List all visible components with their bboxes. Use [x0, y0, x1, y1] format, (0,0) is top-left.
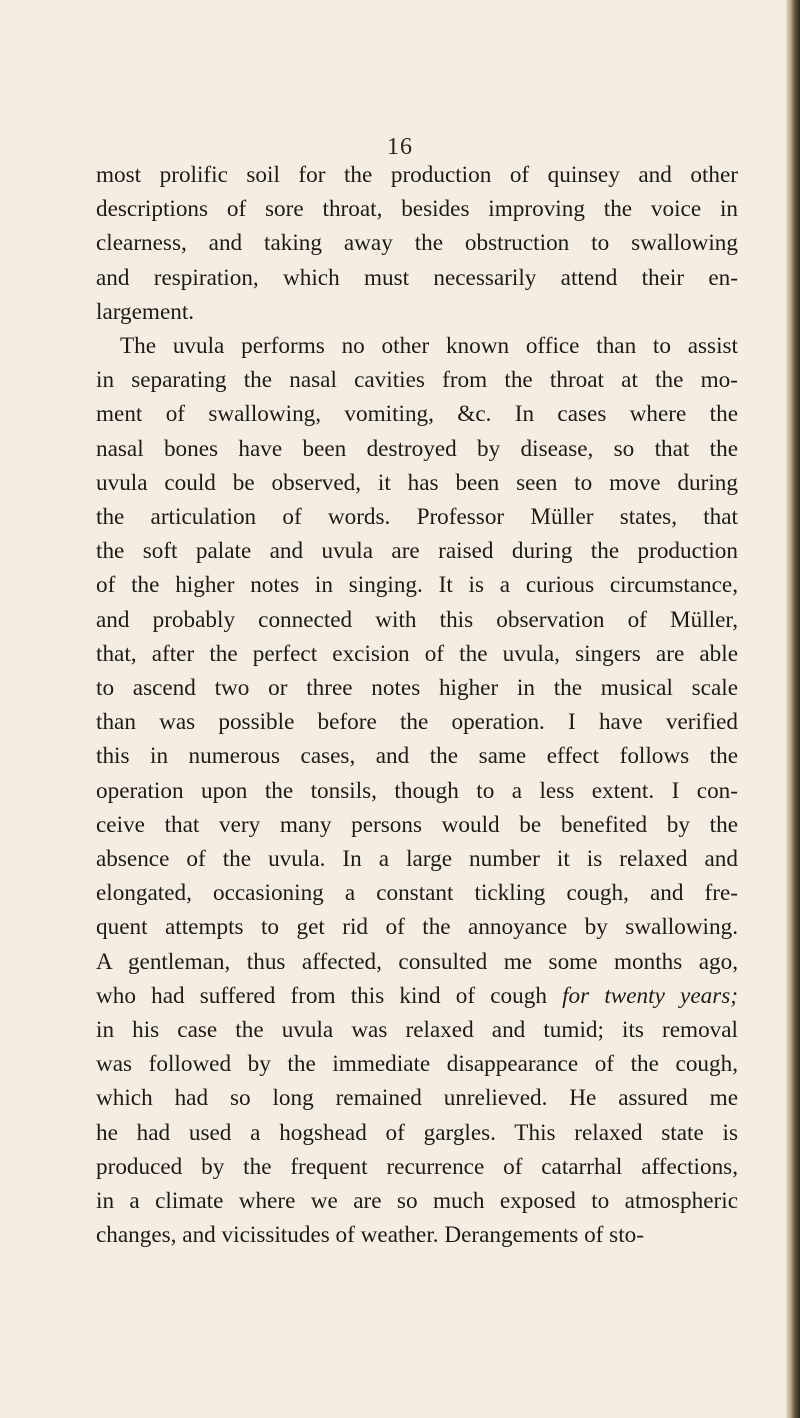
text-line: absence of the uvula. In a large number it is relaxed and [96, 846, 738, 873]
text-line: and respiration, which must necessarily attend their en- [96, 264, 738, 291]
text-line: descriptions of sore throat, besides improving the voice in [96, 196, 738, 223]
text-line: changes, and vicissitudes of weather. Derangements of sto- [96, 1222, 644, 1249]
text-line: A gentleman, thus affected, consulted me some months ago, [96, 948, 738, 975]
text-italic-segment: for twenty years; [562, 982, 738, 1009]
text-line: in his case the uvula was relaxed and tumid; its removal [96, 1017, 738, 1044]
text-line: in separating the nasal cavities from the throat at the mo- [96, 367, 738, 394]
text-line: most prolific soil for the production of quinsey and other [96, 162, 738, 188]
text-line: nasal bones have been destroyed by disease, so that the [96, 435, 738, 462]
text-line: ceive that very many persons would be benefited by the [96, 811, 738, 838]
text-line: clearness, and taking away the obstruction to swallowing [96, 230, 738, 257]
text-line: this in numerous cases, and the same effect follows the [96, 743, 738, 770]
text-line: in a climate where we are so much exposed to atmospheric [96, 1188, 738, 1215]
text-line: which had so long remained unrelieved. He assured me [96, 1085, 738, 1112]
text-line: that, after the perfect excision of the uvula, singers are able [96, 640, 738, 667]
paragraph-start-line: The uvula performs no other known office than to assist [120, 333, 738, 360]
text-line: was followed by the immediate disappearance of the cough, [96, 1051, 738, 1078]
text-line: the soft palate and uvula are raised during the production [96, 538, 738, 565]
text-line: of the higher notes in singing. It is a curious circumstance, [96, 572, 738, 599]
text-line-with-italic [96, 979, 738, 1013]
text-plain-segment: who had suffered from this kind of cough [96, 982, 563, 1009]
text-line: uvula could be observed, it has been seen to move during [96, 469, 738, 496]
page-number: 16 [387, 134, 413, 160]
text-line: elongated, occasioning a constant tickling cough, and fre- [96, 880, 738, 907]
text-line: largement. [96, 298, 195, 325]
page-edge-shadow [786, 0, 800, 1418]
text-line: and probably connected with this observation of Müller, [96, 606, 738, 633]
text-line: quent attempts to get rid of the annoyance by swallowing. [96, 914, 738, 941]
body-text [96, 158, 738, 1253]
text-line: ment of swallowing, vomiting, &c. In cases where the [96, 401, 738, 428]
text-line: produced by the frequent recurrence of catarrhal affections, [96, 1153, 738, 1180]
text-line: than was possible before the operation. I have verified [96, 709, 738, 736]
text-line: the articulation of words. Professor Müller states, that [96, 504, 738, 531]
text-line: he had used a hogshead of gargles. This relaxed state is [96, 1119, 738, 1146]
text-line: to ascend two or three notes higher in the musical scale [96, 675, 738, 702]
text-line: operation upon the tonsils, though to a less extent. I con- [96, 777, 738, 804]
